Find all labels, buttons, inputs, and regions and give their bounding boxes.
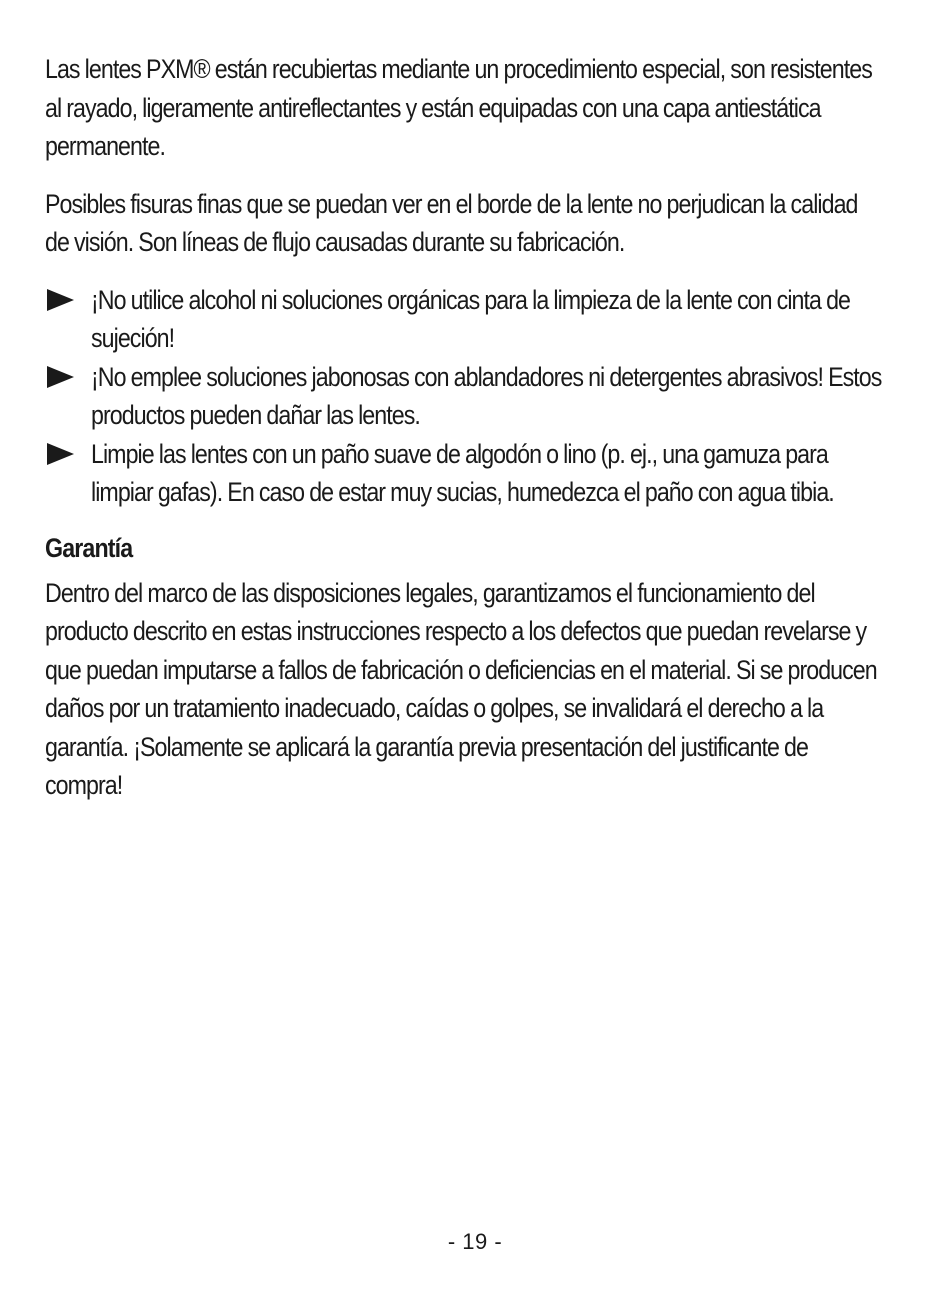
intro-paragraph: Las lentes PXM® están recubiertas mediante un procedimiento especial, son resistentes al rayado, ligeramente antireflectantes y están equipadas con una capa antiestática permanente.	[45, 54, 872, 161]
page-number: - 19 -	[447, 1229, 503, 1254]
bullet-text: ¡No emplee soluciones jabonosas con ablandadores ni detergentes abrasivos! Estos productos pueden dañar las lentes.	[91, 361, 882, 430]
warranty-paragraph: Dentro del marco de las disposiciones legales, garantizamos el funcionamiento del producto descrito en estas instrucciones respecto a los defectos que puedan revelarse y que puedan imputarse a fallos de fabricación o deficiencias en el material. Si se producen daños por un tratamiento inadecuado, caídas o golpes, se invalidará el derecho a la garantía. ¡Solamente se aplicará la garantía previa presentación del justificante de compra!	[45, 577, 877, 800]
triangle-bullet-icon	[47, 443, 74, 465]
list-item	[45, 358, 885, 435]
document-page	[45, 50, 885, 805]
list-item	[45, 435, 885, 512]
warranty-heading: Garantía	[45, 532, 133, 563]
triangle-bullet-icon	[47, 366, 74, 388]
bullet-text: Limpie las lentes con un paño suave de algodón o lino (p. ej., una gamuza para limpiar gafas). En caso de estar muy sucias, humedezca el paño con agua tibia.	[91, 438, 834, 507]
list-item	[45, 281, 885, 358]
fissures-paragraph: Posibles fisuras finas que se puedan ver en el borde de la lente no perjudican la calidad de visión. Son líneas de flujo causadas durante su fabricación.	[45, 188, 858, 257]
intro-block	[45, 50, 885, 166]
care-instructions-list	[45, 281, 885, 512]
triangle-bullet-icon	[47, 289, 74, 311]
bullet-text: ¡No utilice alcohol ni soluciones orgánicas para la limpieza de la lente con cinta de sujeción!	[91, 284, 851, 353]
fissures-block	[45, 185, 885, 262]
